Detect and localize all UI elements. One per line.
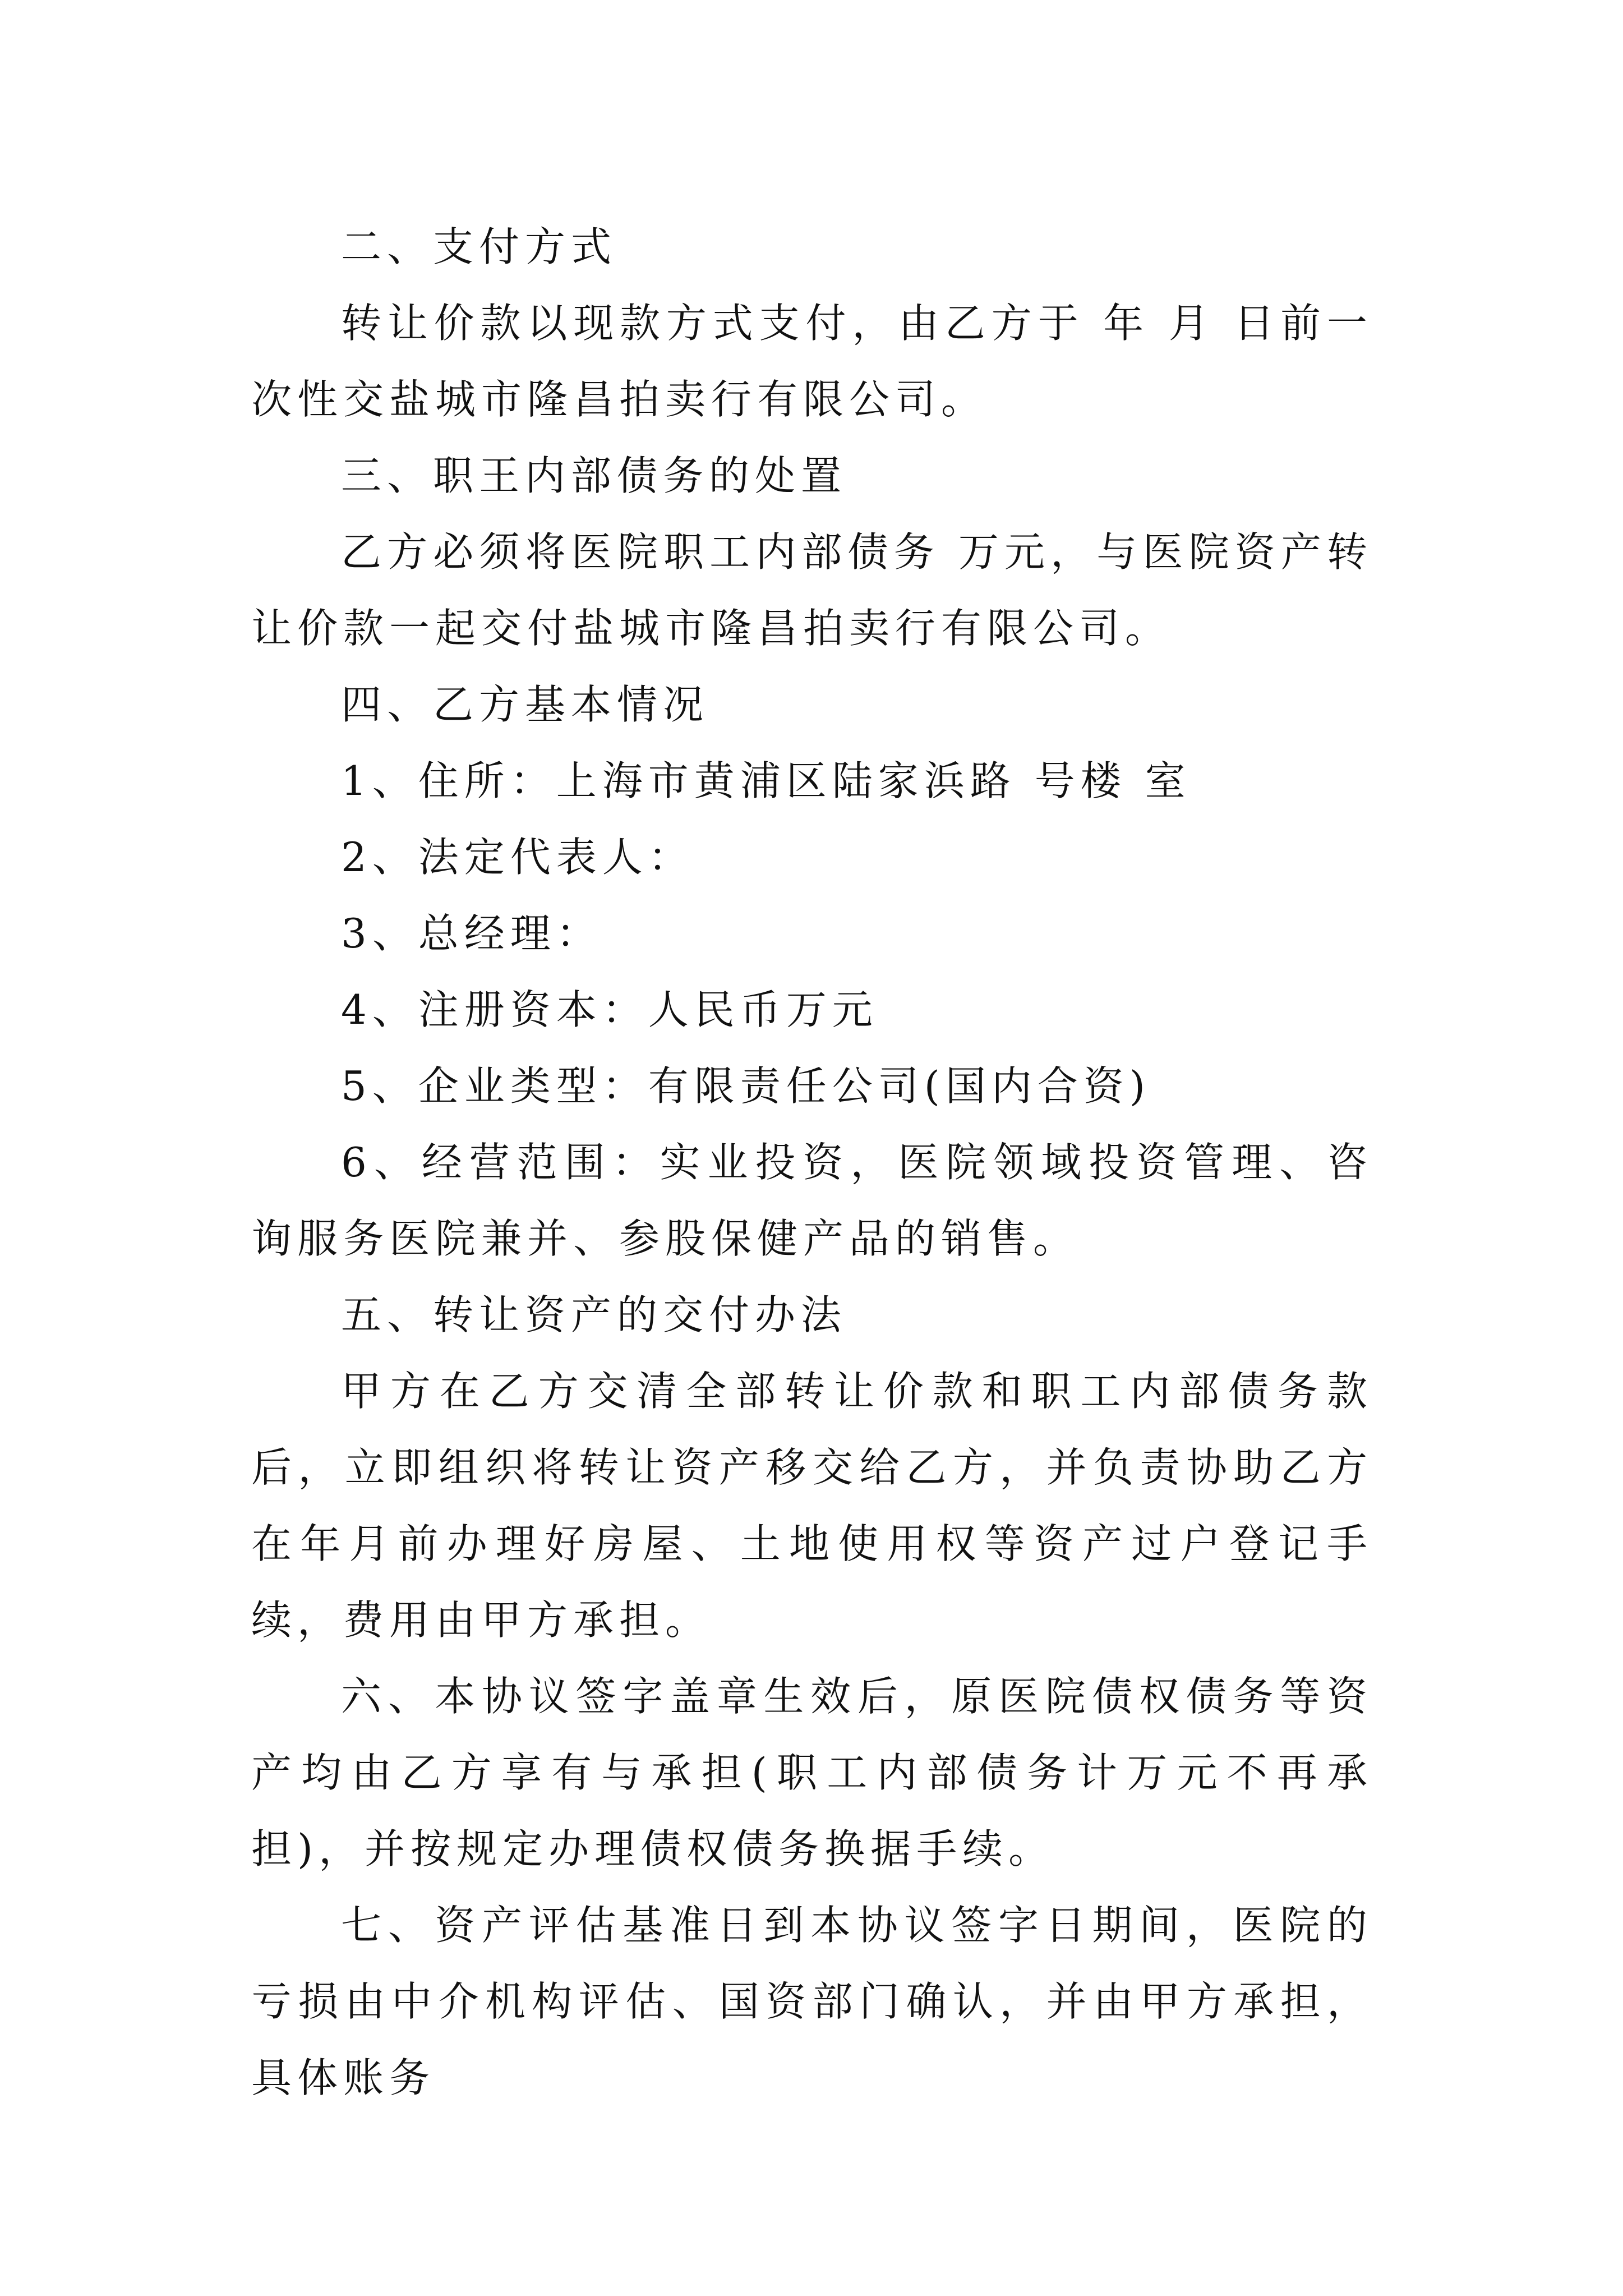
list-item-general-manager: 3、总经理：: [341, 910, 602, 957]
section-heading-party-b-info: 四、乙方基本情况: [341, 681, 709, 728]
list-item-registered-capital: 4、注册资本：人民币万元: [341, 986, 878, 1033]
document-body: [251, 209, 1373, 2116]
list-item-business-scope: 6、经营范围：实业投资，医院领域投资管理、咨询服务医院兼并、参股保健产品的销售。: [251, 1139, 1373, 1262]
paragraph-asset-delivery: 甲方在乙方交清全部转让价款和职工内部债务款后，立即组织将转让资产移交给乙方，并负责协助乙方在年月前办理好房屋、土地使用权等资产过户登记手续，费用由甲方承担。: [251, 1368, 1373, 1644]
list-item-address: 1、住所：上海市黄浦区陆家浜路 号楼 室: [341, 757, 1191, 804]
paragraph-clause-six: 六、本协议签字盖章生效后，原医院债权债务等资产均由乙方享有与承担(职工内部债务计万元不再承担)，并按规定办理债权债务换据手续。: [251, 1673, 1373, 1872]
paragraph-payment-terms: 转让价款以现款方式支付，由乙方于 年 月 日前一次性交盐城市隆昌拍卖行有限公司。: [251, 300, 1373, 423]
section-heading-asset-delivery: 五、转让资产的交付办法: [341, 1291, 847, 1338]
section-heading-internal-debt: 三、职王内部债务的处置: [341, 452, 847, 499]
list-item-enterprise-type: 5、企业类型：有限责任公司(国内合资): [341, 1062, 1151, 1110]
list-item-legal-representative: 2、法定代表人：: [341, 834, 694, 881]
section-heading-payment: 二、支付方式: [341, 223, 617, 270]
paragraph-internal-debt: 乙方必须将医院职工内部债务 万元，与医院资产转让价款一起交付盐城市隆昌拍卖行有限公司。: [251, 528, 1373, 652]
paragraph-clause-seven: 七、资产评估基准日到本协议签字日期间，医院的亏损由中介机构评估、国资部门确认，并由甲方承担，具体账务: [251, 1902, 1373, 2101]
